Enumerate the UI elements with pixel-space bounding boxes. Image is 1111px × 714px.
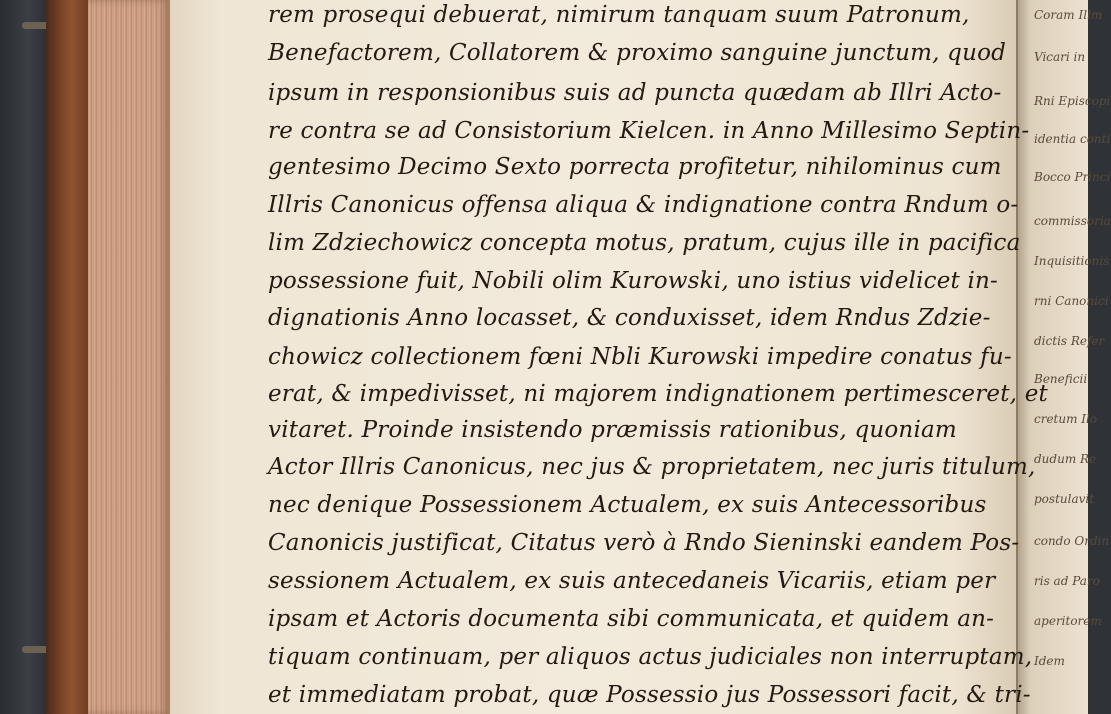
margin-note: Rni Episcopi (1034, 94, 1111, 108)
text-line: dignationis Anno locasset, & conduxisset, idem Rndus Zdzie- (268, 305, 991, 331)
margin-note: aperitorem (1034, 614, 1102, 628)
text-line: ipsum in responsionibus suis ad puncta quædam ab Illri Acto- (268, 80, 1002, 106)
margin-note: dictis Refer (1034, 334, 1105, 348)
text-line: et immediatam probat, quæ Possessio jus Possessori facit, & tri- (268, 682, 1031, 708)
margin-note: commissoria (1034, 214, 1111, 228)
text-line: sessionem Actualem, ex suis antecedaneis Vicariis, etiam per (268, 568, 996, 594)
text-line: erat, & impedivisset, ni majorem indignationem pertimesceret, et (268, 381, 1048, 407)
text-line: vitaret. Proinde insistendo præmissis rationibus, quoniam (268, 417, 957, 443)
text-line: possessione fuit, Nobili olim Kurowski, uno istius videlicet in- (268, 268, 999, 294)
text-line: gentesimo Decimo Sexto porrecta profitetur, nihilominus cum (268, 154, 1002, 180)
margin-note: Beneficii (1034, 372, 1088, 386)
margin-note: Idem (1034, 654, 1065, 668)
margin-note: dudum Re (1034, 452, 1097, 466)
margin-note: condo Ordin (1034, 534, 1110, 548)
text-line: Canonicis justificat, Citatus verò à Rndo Sieninski eandem Pos- (268, 530, 1020, 556)
leather-binding (46, 0, 90, 714)
margin-note: Inquisitionis (1034, 254, 1110, 268)
text-line: Illris Canonicus offensa aliqua & indignatione contra Rndum o- (268, 192, 1019, 218)
page-edges (88, 0, 170, 714)
text-line: tiquam continuam, per aliquos actus judiciales non interruptam, (268, 644, 1033, 670)
text-line: Actor Illris Canonicus, nec jus & proprietatem, nec juris titulum, (268, 454, 1036, 480)
text-line: lim Zdziechowicz concepta motus, pratum, cujus ille in pacifica (268, 230, 1021, 256)
text-line: rem prosequi debuerat, nimirum tanquam suum Patronum, (268, 2, 970, 28)
margin-note: Coram Illm (1034, 8, 1103, 22)
margin-note: Bocco Princi (1034, 170, 1111, 184)
margin-note: postulavit (1034, 492, 1095, 506)
margin-note: cretum Ilo (1034, 412, 1098, 426)
margin-note: ris ad Paro (1034, 574, 1100, 588)
margin-note: identia conti (1034, 132, 1111, 146)
text-line: re contra se ad Consistorium Kielcen. in Anno Millesimo Septin- (268, 118, 1030, 144)
margin-note: Vicari in (1034, 50, 1086, 64)
margin-note: rni Canonici (1034, 294, 1109, 308)
text-line: Benefactorem, Collatorem & proximo sanguine junctum, quod (268, 40, 1007, 66)
text-line: chowicz collectionem fœni Nbli Kurowski impedire conatus fu- (268, 344, 1012, 370)
text-line: nec denique Possessionem Actualem, ex suis Antecessoribus (268, 492, 987, 518)
text-line: ipsam et Actoris documenta sibi communicata, et quidem an- (268, 606, 995, 632)
background-cloth (0, 0, 48, 714)
